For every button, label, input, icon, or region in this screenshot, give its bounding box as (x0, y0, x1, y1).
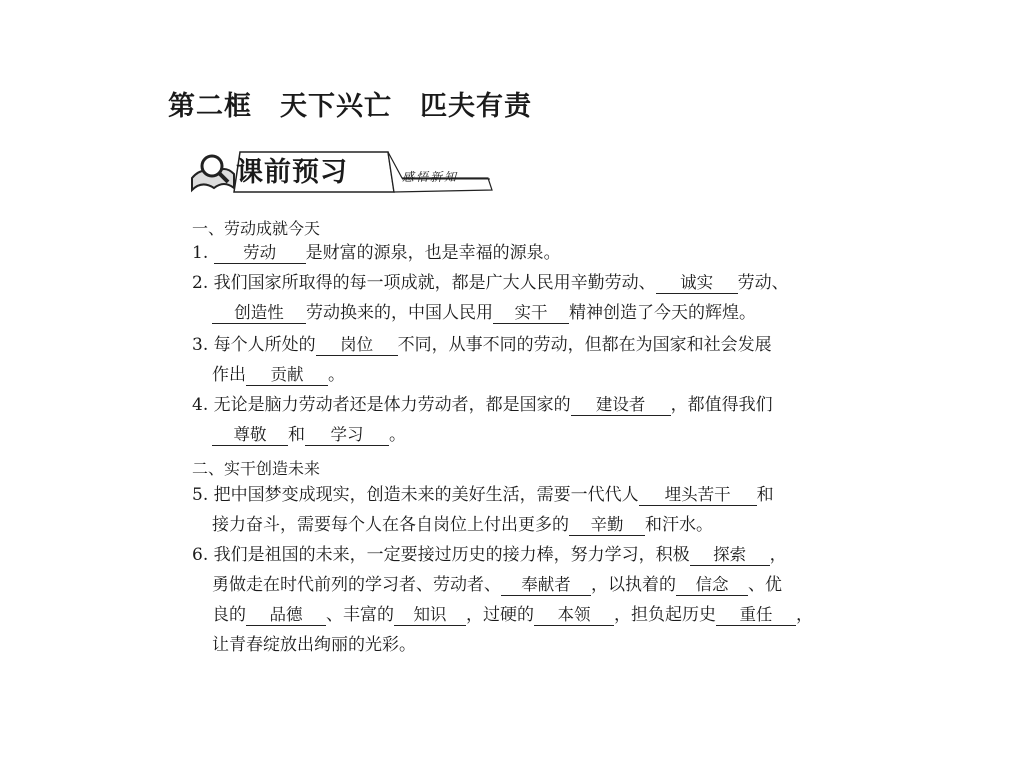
question-text: 5. 把中国梦变成现实，创造未来的美好生活，需要一代代人 (192, 485, 639, 505)
answer-blank: 探索 (690, 545, 770, 566)
answer-blank: 重任 (716, 605, 796, 626)
question-text: 。 (328, 365, 345, 385)
question-4-line-1 (192, 394, 773, 416)
question-text: 良的 (212, 605, 246, 625)
answer-blank: 岗位 (316, 335, 398, 356)
question-text: ，以执着的 (591, 575, 676, 595)
answer-blank: 品德 (246, 605, 326, 626)
question-text: 。 (389, 425, 406, 445)
answer-blank: 奉献者 (501, 575, 591, 596)
question-3-line-1 (192, 334, 772, 356)
answer-blank: 本领 (534, 605, 614, 626)
question-text: ， (796, 605, 813, 625)
answer-blank: 实干 (493, 303, 569, 324)
banner-title: 课前预习 (236, 157, 348, 188)
question-text: ， (769, 545, 787, 565)
question-text: 、优 (748, 575, 782, 595)
question-5-line-1 (192, 484, 774, 506)
question-5-line-2 (212, 514, 713, 536)
section-heading: 二、实干创造未来 (192, 459, 321, 478)
answer-blank: 贡献 (246, 365, 328, 386)
question-text: 不同，从事不同的劳动，但都在为国家和社会发展 (397, 335, 772, 355)
question-1 (192, 242, 561, 264)
answer-blank: 埋头苦干 (639, 485, 757, 506)
question-text: 劳动、 (737, 273, 789, 293)
question-text: ，过硬的 (466, 605, 534, 625)
question-text: 6. 我们是祖国的未来，一定要接过历史的接力棒，努力学习，积极 (192, 545, 690, 565)
answer-blank: 建设者 (571, 395, 671, 416)
answer-blank: 尊敬 (212, 425, 288, 446)
question-2-line-2 (212, 302, 756, 324)
question-text: 作出 (212, 365, 246, 385)
answer-blank: 辛勤 (569, 515, 645, 536)
question-text: 、丰富的 (326, 605, 394, 625)
question-number: 1. (192, 243, 209, 263)
question-text: 2. 我们国家所取得的每一项成就，都是广大人民用辛勤劳动、 (192, 273, 656, 293)
question-6-line-2 (212, 574, 782, 596)
page-title: 第二框 天下兴亡 匹夫有责 (168, 91, 532, 122)
answer-blank: 诚实 (656, 273, 738, 294)
answer-blank: 创造性 (212, 303, 306, 324)
answer-blank: 学习 (305, 425, 389, 446)
question-text: 和 (756, 485, 774, 505)
question-text: 和 (288, 425, 305, 445)
question-text: 3. 每个人所处的 (192, 335, 316, 355)
answer-blank: 知识 (394, 605, 466, 626)
banner-subtitle: 感悟新知 (402, 170, 459, 184)
question-text: 是财富的源泉，也是幸福的源泉。 (305, 243, 561, 263)
question-text: 勇做走在时代前列的学习者、劳动者、 (212, 575, 501, 595)
question-6-line-3 (212, 604, 813, 626)
question-text: 和汗水。 (645, 515, 713, 535)
question-text: ，担负起历史 (614, 605, 716, 625)
question-text: 精神创造了今天的辉煌。 (569, 303, 756, 323)
question-text: 4. 无论是脑力劳动者还是体力劳动者，都是国家的 (192, 395, 571, 415)
question-6-line-4 (212, 634, 416, 656)
question-text: 接力奋斗，需要每个人在各自岗位上付出更多的 (212, 515, 569, 535)
section-heading: 一、劳动成就今天 (192, 219, 321, 238)
question-4-line-2 (212, 424, 406, 446)
question-text: ，都值得我们 (670, 395, 773, 415)
question-6-line-1 (192, 544, 787, 566)
question-text: 劳动换来的，中国人民用 (306, 303, 493, 323)
answer-blank: 信念 (676, 575, 748, 596)
question-text: 让青春绽放出绚丽的光彩。 (212, 635, 416, 655)
question-2-line-1 (192, 272, 789, 294)
answer-blank: 劳动 (214, 243, 306, 264)
book-magnifier-icon (192, 156, 234, 190)
question-3-line-2 (212, 364, 345, 386)
